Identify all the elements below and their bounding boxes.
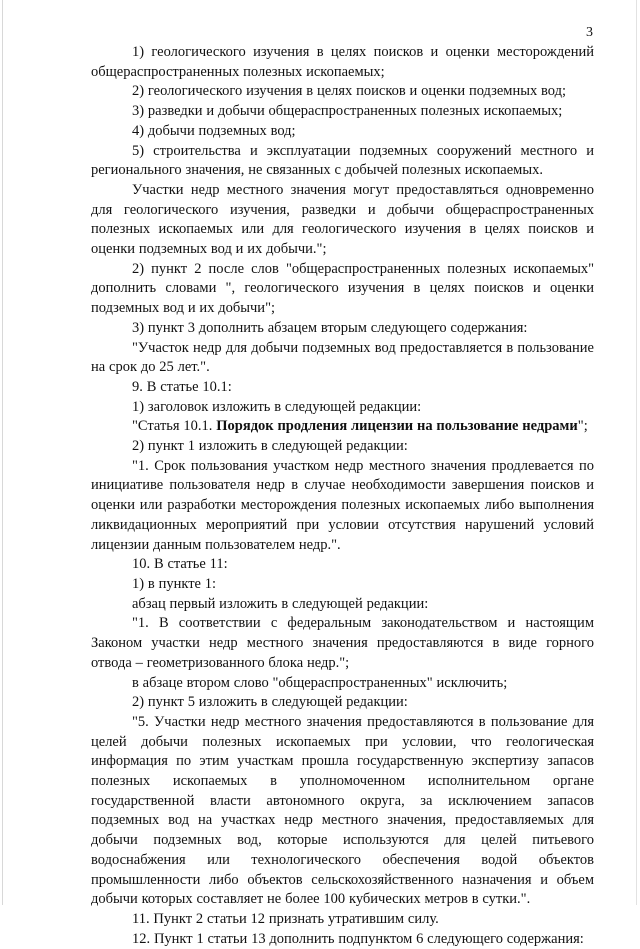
paragraph-point-2-amend: 2) пункт 2 после слов "общераспространенных полезных ископаемых" дополнить словами ", геологического изучения в целях поисков и оценки подземных вод и их добычи"; bbox=[91, 260, 594, 317]
paragraph-article-title bbox=[91, 417, 594, 437]
paragraph-point-3-amend: 3) пункт 3 дополнить абзацем вторым следующего содержания: bbox=[132, 319, 528, 336]
paragraph-in-point-1: 1) в пункте 1: bbox=[132, 575, 217, 592]
paragraph-quote-25-years: "Участок недр для добычи подземных вод предоставляется в пользование на срок до 25 лет.". bbox=[91, 339, 594, 376]
article-title-prefix: "Статья 10.1. bbox=[132, 418, 217, 435]
scan-edge-right bbox=[636, 0, 637, 905]
paragraph-section-12: 12. Пункт 1 статьи 13 дополнить подпунктом 6 следующего содержания: bbox=[132, 930, 584, 947]
article-title-suffix: "; bbox=[577, 418, 588, 435]
paragraph-first-abzac: абзац первый изложить в следующей редакции: bbox=[132, 595, 429, 612]
paragraph-title-amend: 1) заголовок изложить в следующей редакции: bbox=[132, 398, 422, 415]
paragraph-section-9: 9. В статье 10.1: bbox=[132, 378, 232, 395]
paragraph-item-1: 1) геологического изучения в целях поисков и оценки месторождений общераспространенных полезных ископаемых; bbox=[91, 44, 594, 80]
paragraph-second-abzac: в абзаце втором слово "общераспространенных" исключить; bbox=[132, 674, 508, 691]
paragraph-point-5-amend: 2) пункт 5 изложить в следующей редакции: bbox=[132, 694, 408, 711]
paragraph-item-5: 5) строительства и эксплуатации подземных сооружений местного и регионального значения, не связанных с добычей полезных ископаемых. bbox=[91, 142, 594, 179]
paragraph-quote-mining-allotment: "1. В соответствии с федеральным законодательством и настоящим Законом участки недр местного значения предоставляются в виде горного отвода – геометризованного блока недр."; bbox=[91, 615, 594, 671]
paragraph-quote-extension: "1. Срок пользования участком недр местного значения продлевается по инициативе пользователя недр в случае необходимости завершения поисков и оценки или разработки месторождения полезных ископаемых либо выполнения ликвидационных мероприятий при условии отсутствия нарушений условий лицензии данным пользователем недр.". bbox=[91, 457, 594, 553]
paragraph-section-11: 11. Пункт 2 статьи 12 признать утратившим силу. bbox=[132, 910, 439, 927]
paragraph-item-4: 4) добычи подземных вод; bbox=[132, 122, 296, 139]
paragraph-section-10: 10. В статье 11: bbox=[132, 556, 228, 573]
paragraph-point-1-amend: 2) пункт 1 изложить в следующей редакции: bbox=[132, 438, 408, 455]
paragraph-local-subsoil: Участки недр местного значения могут предоставляться одновременно для геологического изучения, разведки и добычи общераспространенных полезных ископаемых или для геологического изучения в целях поисков и оценки подземных вод и их добычи."; bbox=[91, 181, 594, 258]
article-title-bold: Порядок продления лицензии на пользование недрами bbox=[216, 418, 578, 435]
document-body bbox=[91, 43, 594, 949]
scan-edge-left bbox=[2, 0, 3, 905]
page-number: 3 bbox=[586, 25, 593, 40]
paragraph-item-3: 3) разведки и добычи общераспространенных полезных ископаемых; bbox=[132, 103, 563, 120]
paragraph-quote-point-5: "5. Участки недр местного значения предоставляются в пользование для целей добычи полезных ископаемых при условии, что геологическая информация по этим участкам прошла государственную экспертизу запасов полезных ископаемых в уполномоченном исполнительном органе государственной власти автономного округа, за исключением запасов подземных вод на участках недр местного значения, предоставляемых для добычи подземных вод, которые используются для целей питьевого водоснабжения или технологического обеспечения водой объектов промышленности либо объектов сельскохозяйственного назначения и объем добычи которых составляет не более 100 кубических метров в сутки.". bbox=[91, 713, 594, 908]
paragraph-item-2: 2) геологического изучения в целях поисков и оценки подземных вод; bbox=[132, 83, 567, 100]
